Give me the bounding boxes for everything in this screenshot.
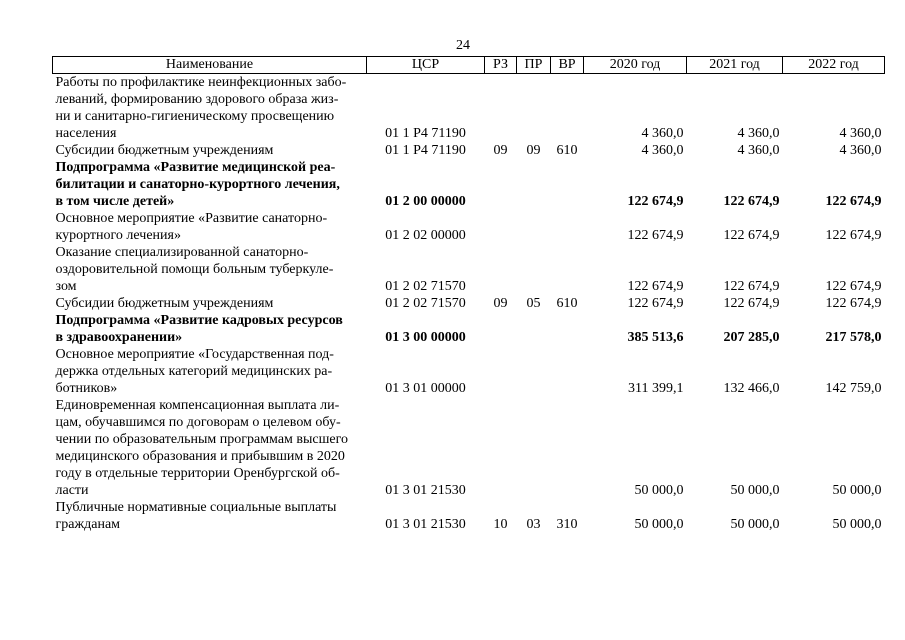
cell-csr: 01 2 02 71570	[385, 296, 466, 311]
cell-y2021: 122 674,9	[723, 279, 780, 294]
table-row	[53, 244, 885, 295]
header-pr: ПР	[517, 57, 551, 74]
cell-vr	[551, 74, 584, 143]
cell-y2021: 4 360,0	[737, 126, 780, 141]
cell-name: Работы по профилактике неинфекционных забо- леваний, формированию здорового образа жиз- ни и санитарно-гигиеническому просвещению населения	[55, 75, 347, 141]
cell-csr: 01 3 01 21530	[385, 483, 466, 498]
cell-y2020: 122 674,9	[627, 228, 684, 243]
cell-y2022: 122 674,9	[825, 279, 882, 294]
header-rz: РЗ	[485, 57, 517, 74]
cell-pr: 03	[526, 517, 541, 532]
cell-pr: 09	[526, 143, 541, 158]
cell-name: Подпрограмма «Развитие кадровых ресурсов в здравоохранении»	[55, 313, 343, 345]
page-number: 24	[456, 38, 470, 53]
cell-y2020: 4 360,0	[641, 143, 684, 158]
cell-rz	[485, 74, 517, 143]
cell-csr: 01 3 00 00000	[385, 330, 466, 345]
cell-y2022: 4 360,0	[839, 126, 882, 141]
cell-vr: 310	[556, 517, 578, 532]
table-row	[53, 499, 885, 533]
table-row	[53, 74, 885, 143]
cell-pr	[517, 210, 551, 244]
cell-csr: 01 2 00 00000	[385, 194, 466, 209]
cell-vr: 610	[556, 143, 578, 158]
cell-pr	[517, 244, 551, 295]
cell-y2022: 142 759,0	[825, 381, 882, 396]
cell-name: Основное мероприятие «Государственная под- держка отдельных категорий медицинских ра- ботников»	[55, 347, 334, 396]
cell-y2022: 122 674,9	[825, 296, 882, 311]
cell-name: Субсидии бюджетным учреждениям	[55, 143, 274, 158]
cell-y2020: 311 399,1	[628, 381, 684, 396]
cell-y2021: 122 674,9	[723, 296, 780, 311]
cell-y2021: 207 285,0	[723, 330, 780, 345]
cell-csr: 01 2 02 00000	[385, 228, 466, 243]
header-vr: ВР	[551, 57, 584, 74]
cell-rz	[485, 210, 517, 244]
cell-y2020: 50 000,0	[634, 517, 684, 532]
cell-y2021: 50 000,0	[730, 517, 780, 532]
cell-rz	[485, 312, 517, 346]
cell-pr	[517, 312, 551, 346]
cell-y2020: 122 674,9	[627, 194, 684, 209]
cell-y2020: 50 000,0	[634, 483, 684, 498]
cell-y2022: 50 000,0	[832, 483, 882, 498]
cell-y2022: 4 360,0	[839, 143, 882, 158]
table-row	[53, 295, 885, 312]
table-row	[53, 346, 885, 397]
cell-pr	[517, 397, 551, 499]
cell-y2020: 4 360,0	[641, 126, 684, 141]
cell-y2022: 217 578,0	[825, 330, 882, 345]
cell-pr	[517, 74, 551, 143]
cell-y2020: 385 513,6	[627, 330, 684, 345]
header-2022: 2022 год	[783, 57, 885, 74]
cell-csr: 01 1 Р4 71190	[385, 126, 466, 141]
cell-y2021: 122 674,9	[723, 228, 780, 243]
table-row	[53, 159, 885, 210]
cell-pr	[517, 159, 551, 210]
header-2021: 2021 год	[687, 57, 783, 74]
cell-vr	[551, 397, 584, 499]
cell-csr: 01 1 Р4 71190	[385, 143, 466, 158]
cell-name: Публичные нормативные социальные выплаты гражданам	[55, 500, 337, 532]
cell-vr	[551, 244, 584, 295]
cell-rz	[485, 346, 517, 397]
cell-y2022: 122 674,9	[825, 194, 882, 209]
cell-csr: 01 2 02 71570	[385, 279, 466, 294]
cell-rz: 09	[493, 296, 508, 311]
cell-y2021: 4 360,0	[737, 143, 780, 158]
cell-pr	[517, 346, 551, 397]
cell-y2022: 122 674,9	[825, 228, 882, 243]
table-row	[53, 397, 885, 499]
budget-table	[52, 56, 885, 533]
cell-name: Основное мероприятие «Развитие санаторно- курортного лечения»	[55, 211, 328, 243]
cell-vr: 610	[556, 296, 578, 311]
cell-rz: 10	[493, 517, 508, 532]
cell-rz	[485, 159, 517, 210]
cell-pr: 05	[526, 296, 541, 311]
cell-name: Субсидии бюджетным учреждениям	[55, 296, 274, 311]
cell-y2020: 122 674,9	[627, 279, 684, 294]
cell-name: Подпрограмма «Развитие медицинской реа- билитации и санаторно-курортного лечения, в том числе детей»	[55, 160, 340, 209]
cell-y2020: 122 674,9	[627, 296, 684, 311]
cell-vr	[551, 346, 584, 397]
cell-csr: 01 3 01 00000	[385, 381, 466, 396]
header-2020: 2020 год	[584, 57, 687, 74]
table-header-row	[53, 57, 885, 74]
table-body	[53, 74, 885, 534]
cell-y2021: 50 000,0	[730, 483, 780, 498]
cell-rz	[485, 244, 517, 295]
cell-rz: 09	[493, 143, 508, 158]
table-row	[53, 210, 885, 244]
header-csr: ЦСР	[367, 57, 485, 74]
cell-vr	[551, 312, 584, 346]
header-name: Наименование	[53, 57, 367, 74]
table-row	[53, 142, 885, 159]
cell-y2021: 122 674,9	[723, 194, 780, 209]
cell-y2021: 132 466,0	[723, 381, 780, 396]
cell-vr	[551, 159, 584, 210]
table-row	[53, 312, 885, 346]
cell-name: Единовременная компенсационная выплата ли- цам, обучавшимся по договорам о целевом обу- чении по образовательным программам высшего медицинского образования и прибывшим в 2020 году в отдельные территории Оренбургской об- ласти	[55, 398, 349, 498]
cell-rz	[485, 397, 517, 499]
cell-y2022: 50 000,0	[832, 517, 882, 532]
cell-vr	[551, 210, 584, 244]
cell-csr: 01 3 01 21530	[385, 517, 466, 532]
cell-name: Оказание специализированной санаторно- оздоровительной помощи больным туберкуле- зом	[55, 245, 334, 294]
